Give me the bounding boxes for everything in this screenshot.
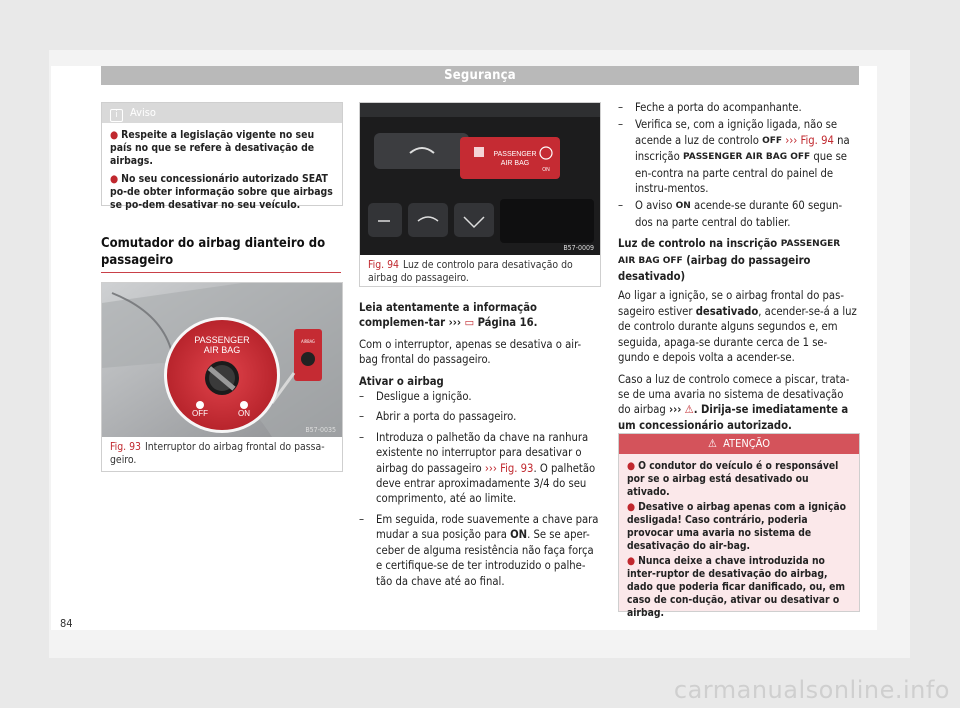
list-item: – Introduza o palhetão da chave na ranhura existente no interruptor para desativar o airbag do passageiro ››› Fig. 93. O palhetão deve entrar aproximadamente 3/4 do seu comprimento, até ao limite. <box>359 430 596 506</box>
list-item: – Desligue a ignição. <box>359 390 472 404</box>
off-indicator-icon: OFF <box>762 135 783 146</box>
section-title: Comutador do airbag dianteiro do passageiro <box>101 236 326 268</box>
paragraph: Ao ligar a ignição, se o airbag frontal do pas-sageiro estiver desativado, acender-se-á a luz de controlo durante alguns segundos e, em seguida, apaga-se durante cerca de 1 se-gundo e depois volta a acender-se. <box>618 289 857 365</box>
list-item: – O aviso ON acende-se durante 60 segun-dos na parte central do tablier. <box>618 199 843 229</box>
bullet-icon: ● <box>110 129 119 141</box>
aviso-item: ● No seu concessionário autorizado SEAT po-de obter informação sobre que airbags se po-dem desativar no seu veículo. <box>110 173 333 211</box>
figure-number: Fig. 94 <box>368 259 399 271</box>
middle-column <box>359 300 599 589</box>
figure-link[interactable]: ››› Fig. 93 <box>484 461 534 475</box>
fig93-off-label: OFF <box>192 409 208 418</box>
info-icon: i <box>110 109 123 122</box>
aviso-label: Aviso <box>130 106 156 119</box>
paragraph: Caso a luz de controlo comece a piscar, trata-se de uma avaria no sistema de desativação do airbag ››› ⚠. Dirija-se imediatamente a um concessionário autorizado. <box>618 372 850 432</box>
warning-triangle-icon: ⚠ <box>684 403 694 417</box>
fig93-airbag-label: AIR BAG <box>203 345 241 355</box>
figure-94-image <box>360 103 600 255</box>
page-header: Segurança <box>101 66 859 85</box>
page-link[interactable]: Página 16 <box>477 316 534 330</box>
paragraph: Com o interruptor, apenas se desativa o air-bag frontal do passageiro. <box>359 337 582 367</box>
fig94-passenger-label: PASSENGER <box>493 151 537 158</box>
fig93-passenger-label: PASSENGER <box>194 335 250 345</box>
page-number: 84 <box>60 617 73 630</box>
warning-item: ● Desative o airbag apenas com a ignição desligada! Caso contrário, poderia provocar uma avaria no sistema de desativação do air-bag. <box>627 501 846 552</box>
figure-number: Fig. 93 <box>110 441 141 453</box>
fig94-airbag-label: AIR BAG <box>500 160 530 167</box>
aviso-body <box>102 123 342 212</box>
arrow-ref: ››› <box>448 316 462 330</box>
on-indicator-icon: ON <box>675 201 691 212</box>
figure-93-caption: Fig. 93 Interruptor do airbag frontal do passa-geiro. <box>110 441 325 466</box>
fig93-on-label: ON <box>238 409 250 418</box>
figure-code: B57-0009 <box>563 244 594 252</box>
warning-body <box>619 454 859 628</box>
airbag-switch-illustration <box>102 283 342 437</box>
fig94-on-label: ON <box>542 167 550 173</box>
passenger-airbag-off-icon: PASSENGER AIR BAG OFF <box>618 239 841 266</box>
watermark: carmanualsonline.info <box>673 676 950 704</box>
figure-94-caption: Fig. 94 Luz de controlo para desativação do airbag do passageiro. <box>368 259 573 284</box>
list-item: – Abrir a porta do passageiro. <box>359 410 517 424</box>
aviso-header <box>102 103 342 123</box>
section-rule <box>101 272 341 273</box>
bullet-icon: ● <box>627 501 636 513</box>
warning-triangle-icon: ⚠ <box>707 437 717 450</box>
lead-paragraph: Leia atentamente a informação complemen-tar ››› ▭ Página 16. <box>359 301 538 330</box>
book-icon: ▭ <box>464 316 475 330</box>
dashboard-panel-illustration <box>360 103 600 255</box>
warning-item: ● O condutor do veículo é o responsável por se o airbag está desativado ou ativado. <box>627 460 839 498</box>
list-item: – Em seguida, rode suavemente a chave para mudar a sua posição para ON. Se se aper-ceber de alguma resistência não faça força e certifique-se de ter introduzido o palhe-tão da chave até ao final. <box>359 512 599 588</box>
warning-header <box>619 434 859 454</box>
figure-link[interactable]: ››› Fig. 94 <box>785 133 834 147</box>
bullet-icon: ● <box>110 173 119 185</box>
small-airbag-label: AIRBAG <box>301 339 315 344</box>
warning-label: ATENÇÃO <box>723 437 771 450</box>
figure-93-image <box>102 283 342 437</box>
figure-94 <box>359 102 601 287</box>
figure-93 <box>101 282 343 472</box>
list-item: – Feche a porta do acompanhante. <box>618 101 802 114</box>
arrow-ref: ››› <box>669 403 682 417</box>
warning-box <box>618 433 860 619</box>
bullet-icon: ● <box>627 460 636 472</box>
passenger-airbag-off-icon: PASSENGER AIR BAG OFF <box>682 152 811 163</box>
subheading: Ativar o airbag <box>359 374 444 388</box>
aviso-item: ● Respeite a legislação vigente no seu país no que se refere à desativação de airbags. <box>110 129 315 167</box>
warning-item: ● Nunca deixe a chave introduzida no inter-ruptor de desativação do airbag, dado que poderia ficar danificado, ou, em caso de con-dução, ativar ou desativar o airbag. <box>627 555 846 619</box>
bullet-icon: ● <box>627 555 636 567</box>
right-column <box>618 100 858 433</box>
subheading: Luz de controlo na inscrição PASSENGER AIR BAG OFF (airbag do passageiro desativado) <box>618 237 841 284</box>
figure-code: B57-0035 <box>305 426 336 434</box>
aviso-box <box>101 102 343 211</box>
list-item: – Verifica se, com a ignição ligada, não se acende a luz de controlo OFF ››› Fig. 94 na inscrição PASSENGER AIR BAG OFF que se en-contra na parte central do painel de instru-mentos. <box>618 118 850 196</box>
